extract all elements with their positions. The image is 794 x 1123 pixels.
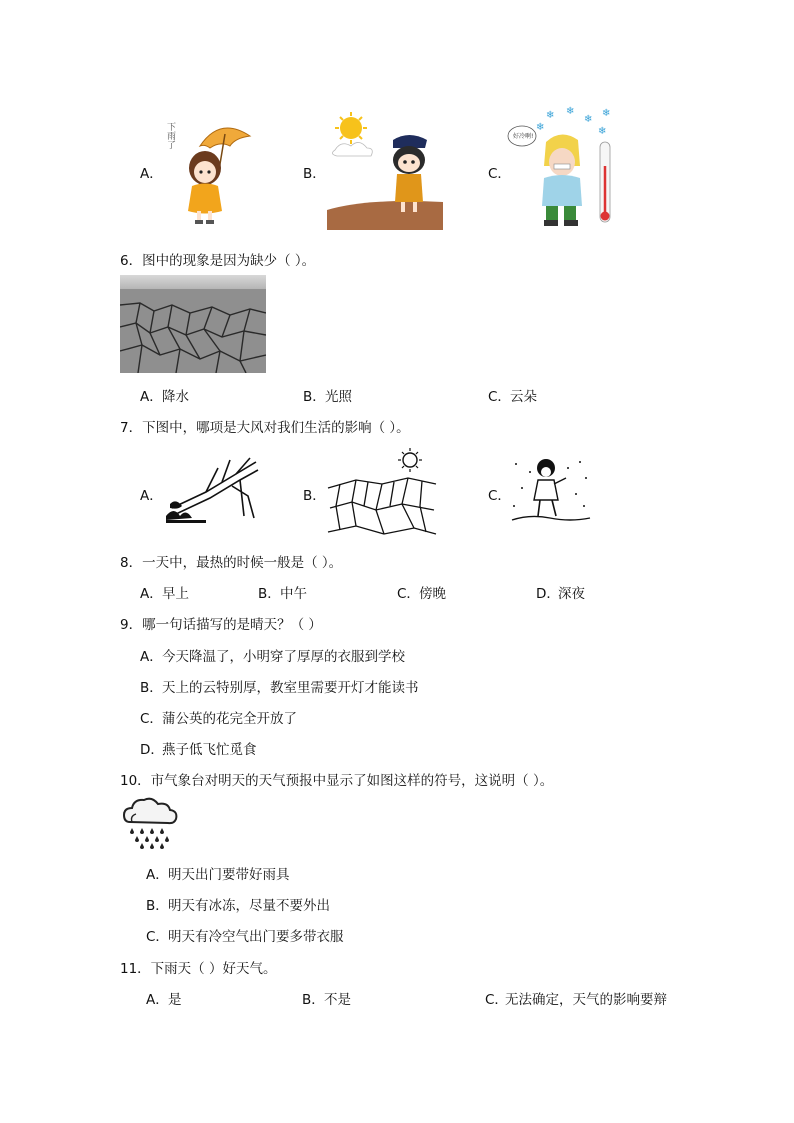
q6-option-a-text: 降水	[162, 389, 189, 405]
q6-option-b-letter: B．	[303, 389, 326, 405]
q7-stem: 7．下图中，哪项是大风对我们生活的影响（ ）。	[120, 420, 410, 436]
q11-option-b-letter: B．	[302, 992, 325, 1008]
svg-text:❄: ❄	[566, 106, 575, 117]
q11-option-b-text: 不是	[324, 992, 351, 1008]
q10-option-c-letter: C．	[146, 929, 169, 945]
q8-option-b-text: 中午	[280, 586, 307, 602]
q10-option-b-text: 明天有冰冻，尽量不要外出	[168, 898, 330, 914]
q5-option-a-letter: A．	[140, 166, 163, 182]
q9-option-b-text: 天上的云特别厚，教室里需要开灯才能读书	[162, 680, 419, 696]
q8-option-d-text: 深夜	[558, 586, 585, 602]
q7-option-c-letter: C．	[488, 488, 511, 504]
q6-stem: 6．图中的现象是因为缺少（ ）。	[120, 253, 316, 269]
svg-text:❄: ❄	[536, 122, 545, 133]
rain-cloud-symbol	[122, 796, 178, 850]
q8-option-a-letter: A．	[140, 586, 163, 602]
q6-option-b-text: 光照	[325, 389, 352, 405]
q8-option-c-letter: C．	[397, 586, 420, 602]
cold-child-illustration	[506, 106, 618, 230]
q6-option-c-letter: C．	[488, 389, 511, 405]
q9-option-a-text: 今天降温了，小明穿了厚厚的衣服到学校	[162, 649, 405, 665]
q8-option-b-letter: B．	[258, 586, 281, 602]
svg-text:❄: ❄	[602, 108, 611, 119]
q9-option-d-letter: D．	[140, 742, 164, 758]
q11-option-a-letter: A．	[146, 992, 169, 1008]
q9-option-d-text: 燕子低飞忙觅食	[162, 742, 257, 758]
q8-option-d-letter: D．	[536, 586, 560, 602]
q5-option-a-caption: 下雨了	[165, 122, 175, 149]
q8-option-c-text: 傍晚	[419, 586, 446, 602]
q10-option-a-text: 明天出门要带好雨具	[168, 867, 290, 883]
q5-option-c-caption: 好冷啊!	[513, 133, 534, 140]
girl-umbrella-illustration	[160, 116, 260, 226]
q11-stem: 11．下雨天（ ）好天气。	[120, 961, 277, 977]
q6-option-c-text: 云朵	[510, 389, 537, 405]
child-snow-sketch	[510, 454, 592, 526]
q9-option-c-letter: C．	[140, 711, 163, 727]
q9-option-a-letter: A．	[140, 649, 163, 665]
dry-ground-sun-sketch	[326, 448, 438, 536]
q8-option-a-text: 早上	[162, 586, 189, 602]
fallen-tree-sketch	[166, 456, 262, 524]
svg-text:❄: ❄	[546, 110, 555, 121]
q9-option-b-letter: B．	[140, 680, 163, 696]
q11-option-a-text: 是	[168, 992, 182, 1008]
girl-sunny-illustration	[327, 110, 443, 230]
q10-stem: 10．市气象台对明天的天气预报中显示了如图这样的符号，这说明（ ）。	[120, 773, 554, 789]
q10-option-b-letter: B．	[146, 898, 169, 914]
cracked-earth-photo	[120, 275, 266, 373]
q6-option-a-letter: A．	[140, 389, 163, 405]
q10-option-a-letter: A．	[146, 867, 169, 883]
q10-option-c-text: 明天有冷空气出门要多带衣服	[168, 929, 344, 945]
q8-stem: 8．一天中，最热的时候一般是（ ）。	[120, 555, 343, 571]
q5-option-b-letter: B．	[303, 166, 326, 182]
svg-text:❄: ❄	[598, 126, 607, 137]
q5-option-c-letter: C．	[488, 166, 511, 182]
q11-option-c-text: 无法确定，天气的影响要辩	[505, 992, 667, 1008]
q9-stem: 9．哪一句话描写的是晴天？（ ）	[120, 617, 322, 633]
q11-option-c-letter: C．	[485, 992, 508, 1008]
svg-text:❄: ❄	[584, 114, 593, 125]
q7-option-a-letter: A．	[140, 488, 163, 504]
q7-option-b-letter: B．	[303, 488, 326, 504]
q9-option-c-text: 蒲公英的花完全开放了	[162, 711, 297, 727]
